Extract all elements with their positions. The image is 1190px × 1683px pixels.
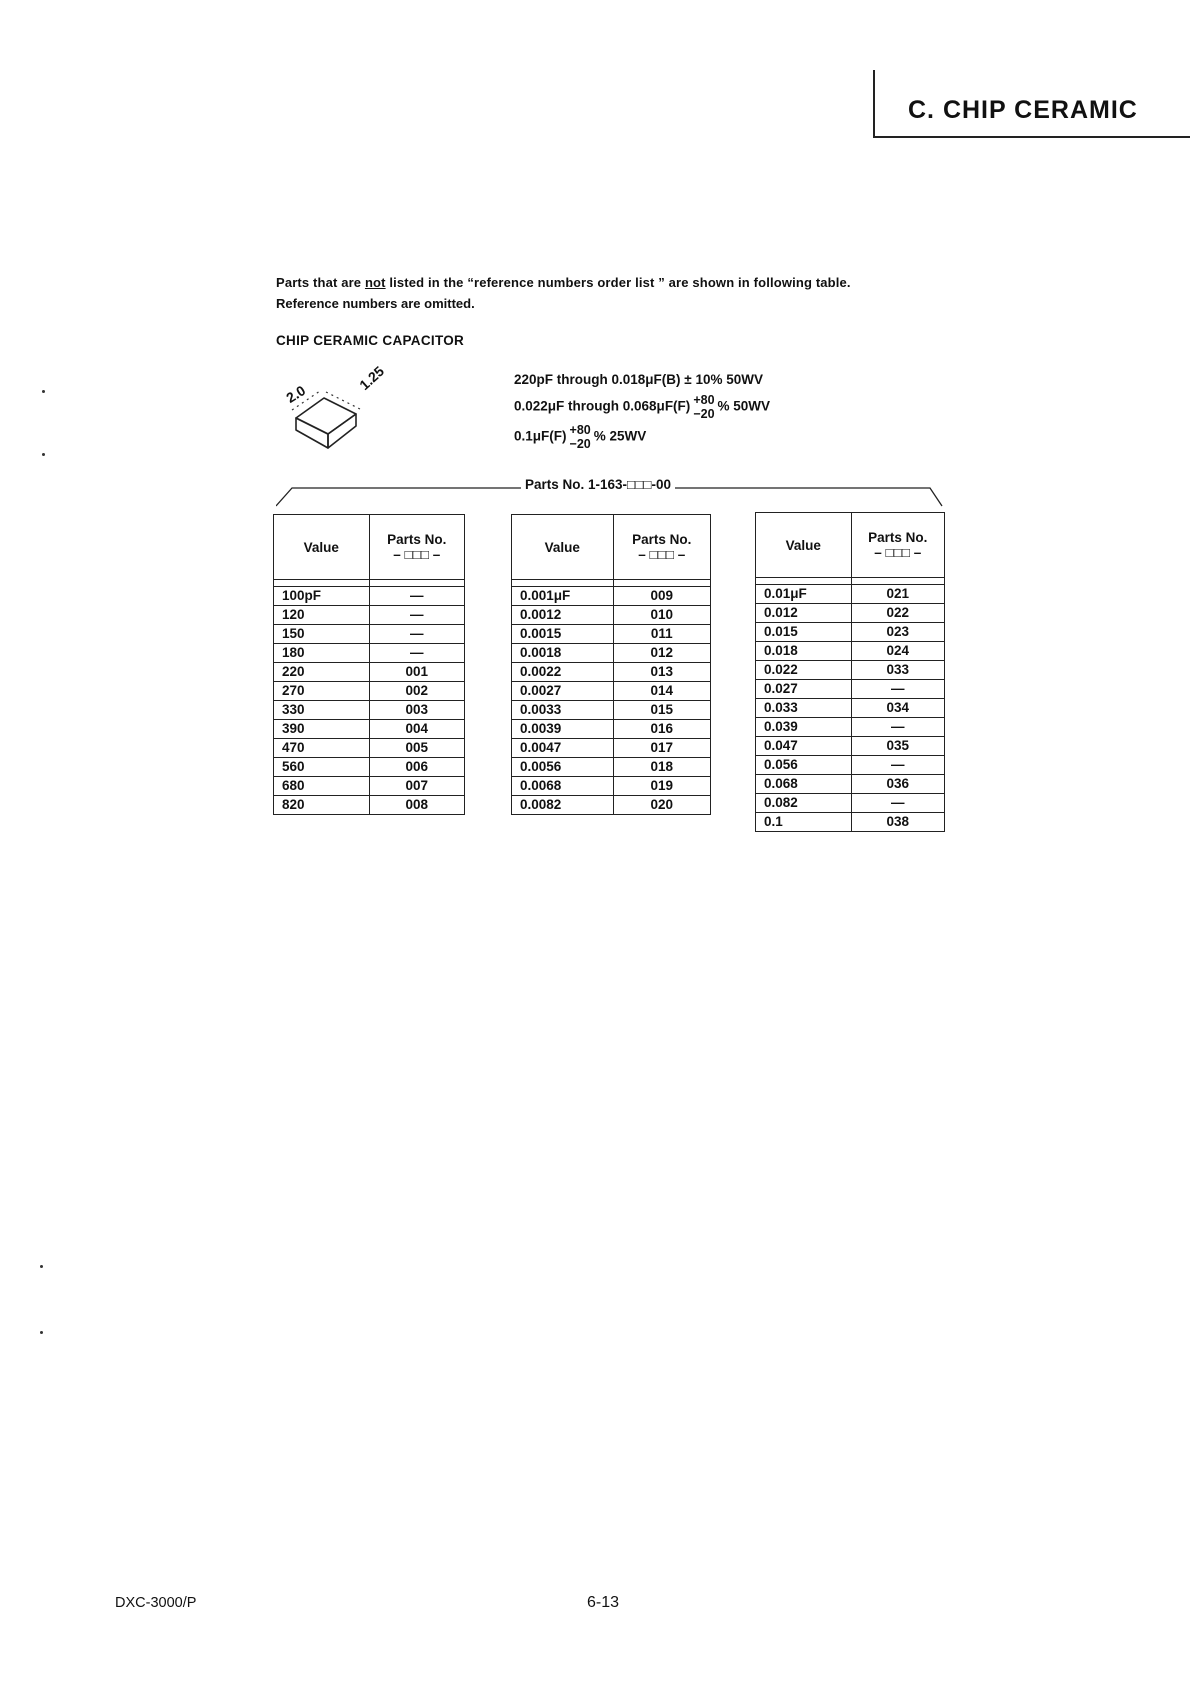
- value-cell: 0.047: [756, 737, 852, 756]
- parts-cell: —: [851, 756, 944, 775]
- value-cell: 0.0012: [512, 606, 614, 625]
- table-row: [756, 756, 945, 775]
- parts-cell: 018: [613, 758, 710, 777]
- section-title: C. CHIP CERAMIC: [908, 96, 1138, 124]
- value-cell: 0.012: [756, 604, 852, 623]
- parts-column-subtitle: – □□□ –: [874, 545, 922, 560]
- table-row: [512, 587, 711, 606]
- spec-line-2: [514, 393, 770, 421]
- spec-line-2-range: 0.022μF through 0.068μF(F): [514, 398, 691, 414]
- table-row: [512, 663, 711, 682]
- parts-column-subtitle: – □□□ –: [393, 547, 441, 562]
- intro-line-1-start: Parts that are: [276, 275, 365, 290]
- spec-line-3: [514, 423, 646, 451]
- dimension-width: 1.25: [356, 362, 388, 394]
- parts-cell: 034: [851, 699, 944, 718]
- parts-cell: 011: [613, 625, 710, 644]
- intro-not-emphasis: not: [364, 275, 386, 290]
- capacitor-heading: CHIP CERAMIC CAPACITOR: [276, 333, 465, 348]
- footer-model-number: DXC-3000/P: [115, 1595, 197, 1611]
- parts-cell: 038: [851, 813, 944, 832]
- value-cell: 0.082: [756, 794, 852, 813]
- parts-column-header: [369, 515, 464, 580]
- value-cell: 0.015: [756, 623, 852, 642]
- value-cell: 0.01μF: [756, 585, 852, 604]
- parts-cell: 009: [613, 587, 710, 606]
- value-cell: 0.0015: [512, 625, 614, 644]
- dimension-length: 2.0: [283, 382, 309, 406]
- parts-cell: 003: [369, 701, 464, 720]
- table-row: [274, 587, 465, 606]
- value-cell: 470: [274, 739, 370, 758]
- chip-top-face: [296, 398, 356, 434]
- spec-line-3-rating: % 25WV: [593, 428, 647, 444]
- table-row: [756, 604, 945, 623]
- parts-cell: —: [369, 625, 464, 644]
- parts-table-microfarad: [755, 512, 945, 832]
- parts-cell: 036: [851, 775, 944, 794]
- value-cell: 0.0068: [512, 777, 614, 796]
- parts-column-subtitle: – □□□ –: [638, 547, 686, 562]
- table-row: [512, 739, 711, 758]
- table-row: [756, 813, 945, 832]
- table-row: [512, 606, 711, 625]
- table-row: [274, 701, 465, 720]
- parts-cell: 012: [613, 644, 710, 663]
- table-row: [512, 720, 711, 739]
- parts-cell: 013: [613, 663, 710, 682]
- value-cell: 820: [274, 796, 370, 815]
- value-cell: 0.1: [756, 813, 852, 832]
- spec-line-2-tolerance: [693, 393, 714, 421]
- parts-column-title: Parts No.: [387, 532, 447, 547]
- parts-cell: 015: [613, 701, 710, 720]
- table-row: [756, 642, 945, 661]
- parts-column-header: [613, 515, 710, 580]
- value-cell: 100pF: [274, 587, 370, 606]
- value-cell: 120: [274, 606, 370, 625]
- parts-cell: 002: [369, 682, 464, 701]
- spec-line-3-range: 0.1μF(F): [514, 428, 567, 444]
- table-row: [756, 680, 945, 699]
- table-row: [756, 718, 945, 737]
- table-row: [756, 699, 945, 718]
- tolerance-minus: −20: [569, 437, 591, 451]
- tolerance-plus: +80: [693, 393, 715, 407]
- value-cell: 0.0056: [512, 758, 614, 777]
- value-cell: 0.039: [756, 718, 852, 737]
- value-cell: 330: [274, 701, 370, 720]
- tolerance-minus: −20: [693, 407, 715, 421]
- parts-cell: 001: [369, 663, 464, 682]
- value-cell: 680: [274, 777, 370, 796]
- value-cell: 560: [274, 758, 370, 777]
- value-cell: 0.0022: [512, 663, 614, 682]
- scan-speck: [40, 1265, 43, 1268]
- parts-column-header: [851, 513, 944, 578]
- spec-line-2-rating: % 50WV: [717, 398, 771, 414]
- value-cell: 0.033: [756, 699, 852, 718]
- parts-cell: 005: [369, 739, 464, 758]
- table-header-row: [756, 513, 945, 578]
- table-row: [512, 701, 711, 720]
- parts-cell: —: [851, 680, 944, 699]
- value-cell: 0.056: [756, 756, 852, 775]
- table-row: [274, 625, 465, 644]
- spec-line-3-tolerance: [570, 423, 591, 451]
- value-cell: 0.0047: [512, 739, 614, 758]
- table-row: [274, 758, 465, 777]
- intro-line-1: [276, 272, 851, 293]
- parts-cell: 007: [369, 777, 464, 796]
- parts-cell: 023: [851, 623, 944, 642]
- parts-cell: 016: [613, 720, 710, 739]
- parts-cell: 021: [851, 585, 944, 604]
- table-row: [274, 663, 465, 682]
- value-cell: 0.022: [756, 661, 852, 680]
- parts-cell: 006: [369, 758, 464, 777]
- scan-speck: [42, 390, 45, 393]
- table-row: [756, 737, 945, 756]
- parts-cell: 019: [613, 777, 710, 796]
- value-cell: 270: [274, 682, 370, 701]
- table-header-row: [274, 515, 465, 580]
- table-row: [274, 739, 465, 758]
- parts-cell: 022: [851, 604, 944, 623]
- parts-cell: —: [851, 718, 944, 737]
- table-row: [756, 775, 945, 794]
- value-cell: 0.027: [756, 680, 852, 699]
- table-row: [512, 644, 711, 663]
- value-cell: 0.0039: [512, 720, 614, 739]
- parts-cell: 004: [369, 720, 464, 739]
- parts-cell: 020: [613, 796, 710, 815]
- intro-line-2: Reference numbers are omitted.: [276, 296, 475, 311]
- table-row: [274, 682, 465, 701]
- value-cell: 0.0082: [512, 796, 614, 815]
- intro-text: [276, 272, 851, 314]
- value-cell: 0.0027: [512, 682, 614, 701]
- table-row: [756, 661, 945, 680]
- footer-page-number: 6-13: [587, 1594, 620, 1611]
- value-cell: 150: [274, 625, 370, 644]
- value-column-header: Value: [756, 513, 852, 578]
- value-cell: 0.068: [756, 775, 852, 794]
- table-header-row: [512, 515, 711, 580]
- parts-cell: —: [369, 587, 464, 606]
- parts-cell: 017: [613, 739, 710, 758]
- value-cell: 0.0018: [512, 644, 614, 663]
- chip-front-face: [296, 418, 328, 448]
- scan-speck: [42, 453, 45, 456]
- value-column-header: Value: [274, 515, 370, 580]
- value-cell: 220: [274, 663, 370, 682]
- parts-column-title: Parts No.: [632, 532, 692, 547]
- spec-line-1: 220pF through 0.018μF(B) ± 10% 50WV: [514, 372, 763, 387]
- value-cell: 0.001μF: [512, 587, 614, 606]
- parts-table-picofarad: [273, 514, 465, 815]
- intro-line-1-end: listed in the “reference numbers order list ” are shown in following table.: [385, 275, 851, 290]
- parts-cell: 014: [613, 682, 710, 701]
- value-cell: 180: [274, 644, 370, 663]
- value-cell: 390: [274, 720, 370, 739]
- scan-speck: [40, 1331, 43, 1334]
- value-cell: 0.0033: [512, 701, 614, 720]
- table-row: [274, 606, 465, 625]
- parts-cell: —: [369, 644, 464, 663]
- chip-side-face: [328, 414, 356, 448]
- parts-cell: 033: [851, 661, 944, 680]
- table-row: [274, 777, 465, 796]
- parts-table-nanofarad: [511, 514, 711, 815]
- parts-cell: 024: [851, 642, 944, 661]
- table-row: [512, 758, 711, 777]
- table-row: [512, 625, 711, 644]
- parts-number-range: Parts No. 1-163-□□□-00: [521, 477, 675, 492]
- table-row: [274, 796, 465, 815]
- table-row: [274, 644, 465, 663]
- table-row: [756, 623, 945, 642]
- table-row: [756, 794, 945, 813]
- table-row: [756, 585, 945, 604]
- parts-cell: —: [369, 606, 464, 625]
- parts-cell: 035: [851, 737, 944, 756]
- parts-cell: —: [851, 794, 944, 813]
- tolerance-plus: +80: [569, 423, 591, 437]
- value-cell: 0.018: [756, 642, 852, 661]
- table-row: [274, 720, 465, 739]
- table-row: [512, 682, 711, 701]
- parts-cell: 010: [613, 606, 710, 625]
- table-row: [512, 796, 711, 815]
- parts-cell: 008: [369, 796, 464, 815]
- table-row: [512, 777, 711, 796]
- value-column-header: Value: [512, 515, 614, 580]
- parts-column-title: Parts No.: [868, 530, 928, 545]
